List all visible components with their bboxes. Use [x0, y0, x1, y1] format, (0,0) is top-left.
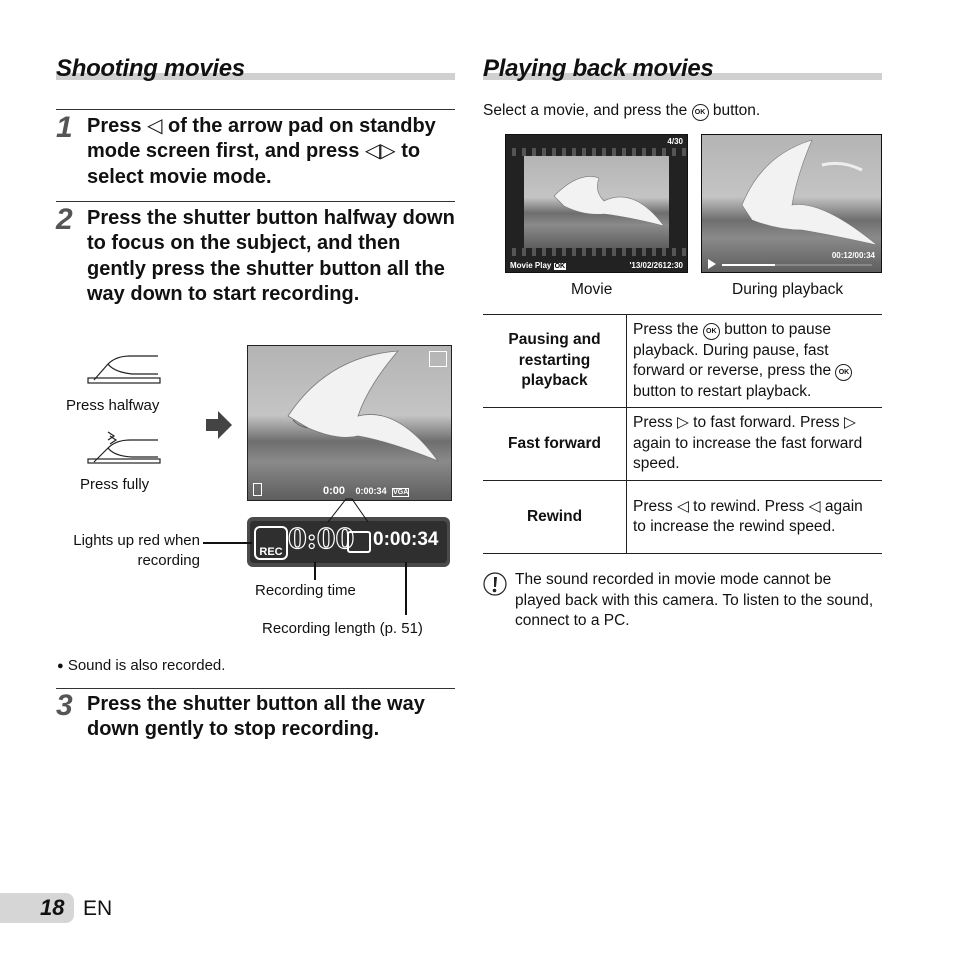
- step-number: 2: [56, 203, 73, 236]
- step-text: Press the shutter button halfway down to focus on the subject, and then gently press the shutter button all the way down to start recording.: [87, 207, 455, 305]
- callout-lines: [200, 495, 460, 620]
- row-description: Press ◁ to rewind. Press ◁ again to increase the rewind speed.: [627, 481, 883, 554]
- row-header: Pausing and restarting playback: [483, 315, 627, 408]
- table-row: [483, 481, 882, 554]
- callout-lights-label: Lights up red when recording: [73, 532, 200, 569]
- playback-intro: [483, 101, 760, 121]
- movie-screen: [505, 134, 688, 273]
- seagull-photo: [248, 346, 451, 500]
- press-fully-label: Press fully: [80, 476, 150, 493]
- arrow-right-icon: ▷: [676, 414, 689, 432]
- step-divider: [56, 109, 455, 110]
- page-number: 18: [40, 895, 65, 920]
- caution-icon: [483, 572, 507, 596]
- caution-note: The sound recorded in movie mode cannot be played back with this camera. To listen to the sound, connect to a PC.: [515, 571, 874, 629]
- row-header: Fast forward: [483, 408, 627, 481]
- shutter-halfway-illustration: [86, 350, 162, 386]
- playback-operations-table: [483, 314, 882, 554]
- table-row: [483, 408, 882, 481]
- playback-progress-bar: [722, 264, 872, 266]
- playback-progress-fill: [722, 264, 775, 266]
- section-title: Shooting movies: [56, 55, 245, 82]
- playback-time: 00:12/00:34: [831, 251, 875, 260]
- movie-date: '13/02/26: [629, 261, 663, 270]
- step-text: Press the shutter button all the way down gently to stop recording.: [87, 693, 425, 741]
- lcd-vga-icon: VGA: [393, 489, 409, 496]
- ok-button-icon: OK: [703, 323, 720, 340]
- intro-text: button.: [712, 102, 761, 119]
- language-code: EN: [83, 897, 113, 920]
- movie-datetime: [629, 261, 683, 270]
- movie-play-label: [510, 261, 566, 270]
- arrow-left-icon: ◁: [808, 497, 821, 515]
- ok-button-icon: OK: [692, 104, 709, 121]
- lcd-time: 0:00: [323, 485, 346, 497]
- bullet-note: [57, 656, 225, 676]
- ok-button-icon: OK: [835, 364, 852, 381]
- section-title: Playing back movies: [483, 55, 714, 82]
- arrow-left-icon: ◁: [676, 497, 689, 515]
- step-divider: [56, 201, 455, 202]
- table-row: [483, 315, 882, 408]
- arrow-right-icon: [206, 409, 232, 441]
- frame-counter: 4/30: [667, 137, 683, 146]
- step-number: 3: [56, 689, 73, 722]
- lcd-screen: [247, 345, 452, 501]
- bullet-dot: ●: [57, 660, 64, 672]
- press-halfway-label: Press halfway: [66, 397, 160, 414]
- playback-screen: [701, 134, 882, 273]
- movie-play-ok: OK: [554, 263, 566, 270]
- rec-indicator: REC: [254, 526, 288, 560]
- row-header: Rewind: [483, 481, 627, 554]
- shutter-fully-illustration: [86, 428, 162, 466]
- callout-recording-length: Recording length (p. 51): [262, 620, 423, 637]
- step-number: 1: [56, 111, 73, 144]
- step-text: Press ◁ of the arrow pad on standby mode screen first, and press ◁▷ to select movie mode.: [87, 115, 436, 188]
- lcd-length: 0:00:34: [355, 486, 387, 496]
- film-strip-bottom: [506, 248, 687, 256]
- row-description: Press the OK button to pause playback. During pause, fast forward or reverse, press the OK button to restart playback.: [627, 315, 883, 408]
- movie-clock: 12:30: [662, 261, 683, 270]
- caption-movie: Movie: [571, 281, 613, 298]
- play-icon: [708, 259, 716, 269]
- film-strip-top: [506, 148, 687, 156]
- recording-time-display: 0:00: [288, 524, 355, 555]
- caption-during-playback: During playback: [732, 281, 844, 298]
- bullet-text: Sound is also recorded.: [67, 657, 226, 674]
- recording-length-display: 0:00:34: [373, 529, 439, 550]
- movie-frame: [524, 156, 669, 248]
- callout-recording-time: Recording time: [255, 582, 356, 599]
- intro-text: Select a movie, and press the: [483, 102, 688, 119]
- arrow-right-icon: ▷: [843, 414, 856, 432]
- step-divider: [56, 688, 455, 689]
- row-description: Press ▷ to fast forward. Press ▷ again to increase the fast forward speed.: [627, 408, 883, 481]
- movie-play-text: Movie Play: [510, 261, 552, 270]
- movie-mode-icon: [429, 351, 447, 367]
